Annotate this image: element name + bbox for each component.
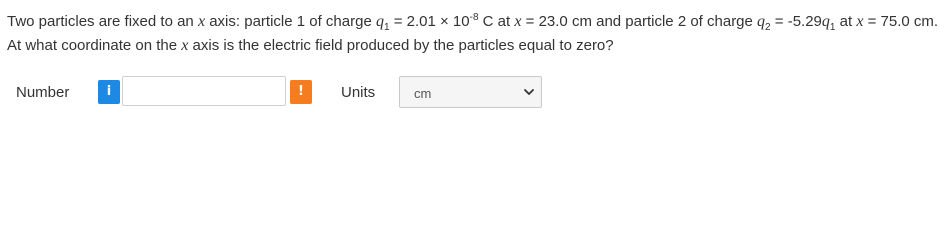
number-label: Number	[16, 84, 70, 101]
subscript: 2	[765, 22, 771, 33]
subscript: 1	[829, 22, 836, 33]
question-segment: at	[835, 13, 857, 30]
units-label: Units	[341, 84, 376, 101]
exponent: -8	[469, 12, 479, 23]
variable-q1: q	[821, 13, 830, 30]
info-icon[interactable]: i	[98, 80, 120, 104]
x1-value: = 23.0 cm and particle 2 of charge	[521, 13, 758, 30]
question-segment: C at	[478, 13, 515, 30]
units-selected-value: cm	[414, 86, 432, 101]
q2-value: = -5.29	[770, 13, 822, 30]
variable-q1: q	[375, 13, 384, 30]
question-text	[7, 10, 943, 58]
variable-x: x	[514, 13, 522, 30]
number-input[interactable]	[122, 76, 286, 106]
variable-q2: q	[757, 13, 766, 30]
question-segment: axis: particle 1 of charge	[205, 13, 376, 30]
variable-x: x	[856, 13, 864, 30]
answer-row	[16, 76, 546, 108]
warning-icon[interactable]: !	[290, 80, 312, 104]
question-segment: axis is the electric field produced by the particles equal to zero?	[188, 37, 614, 54]
variable-x: x	[197, 13, 206, 30]
x2-value: = 75.0 cm. At what coordinate on the	[7, 13, 939, 54]
variable-x: x	[181, 37, 189, 54]
chevron-down-icon	[523, 86, 535, 98]
subscript: 1	[383, 22, 390, 33]
question-segment: Two particles are fixed to an	[7, 13, 198, 30]
q1-value: = 2.01 × 10	[389, 13, 470, 30]
units-select[interactable]	[399, 76, 542, 108]
